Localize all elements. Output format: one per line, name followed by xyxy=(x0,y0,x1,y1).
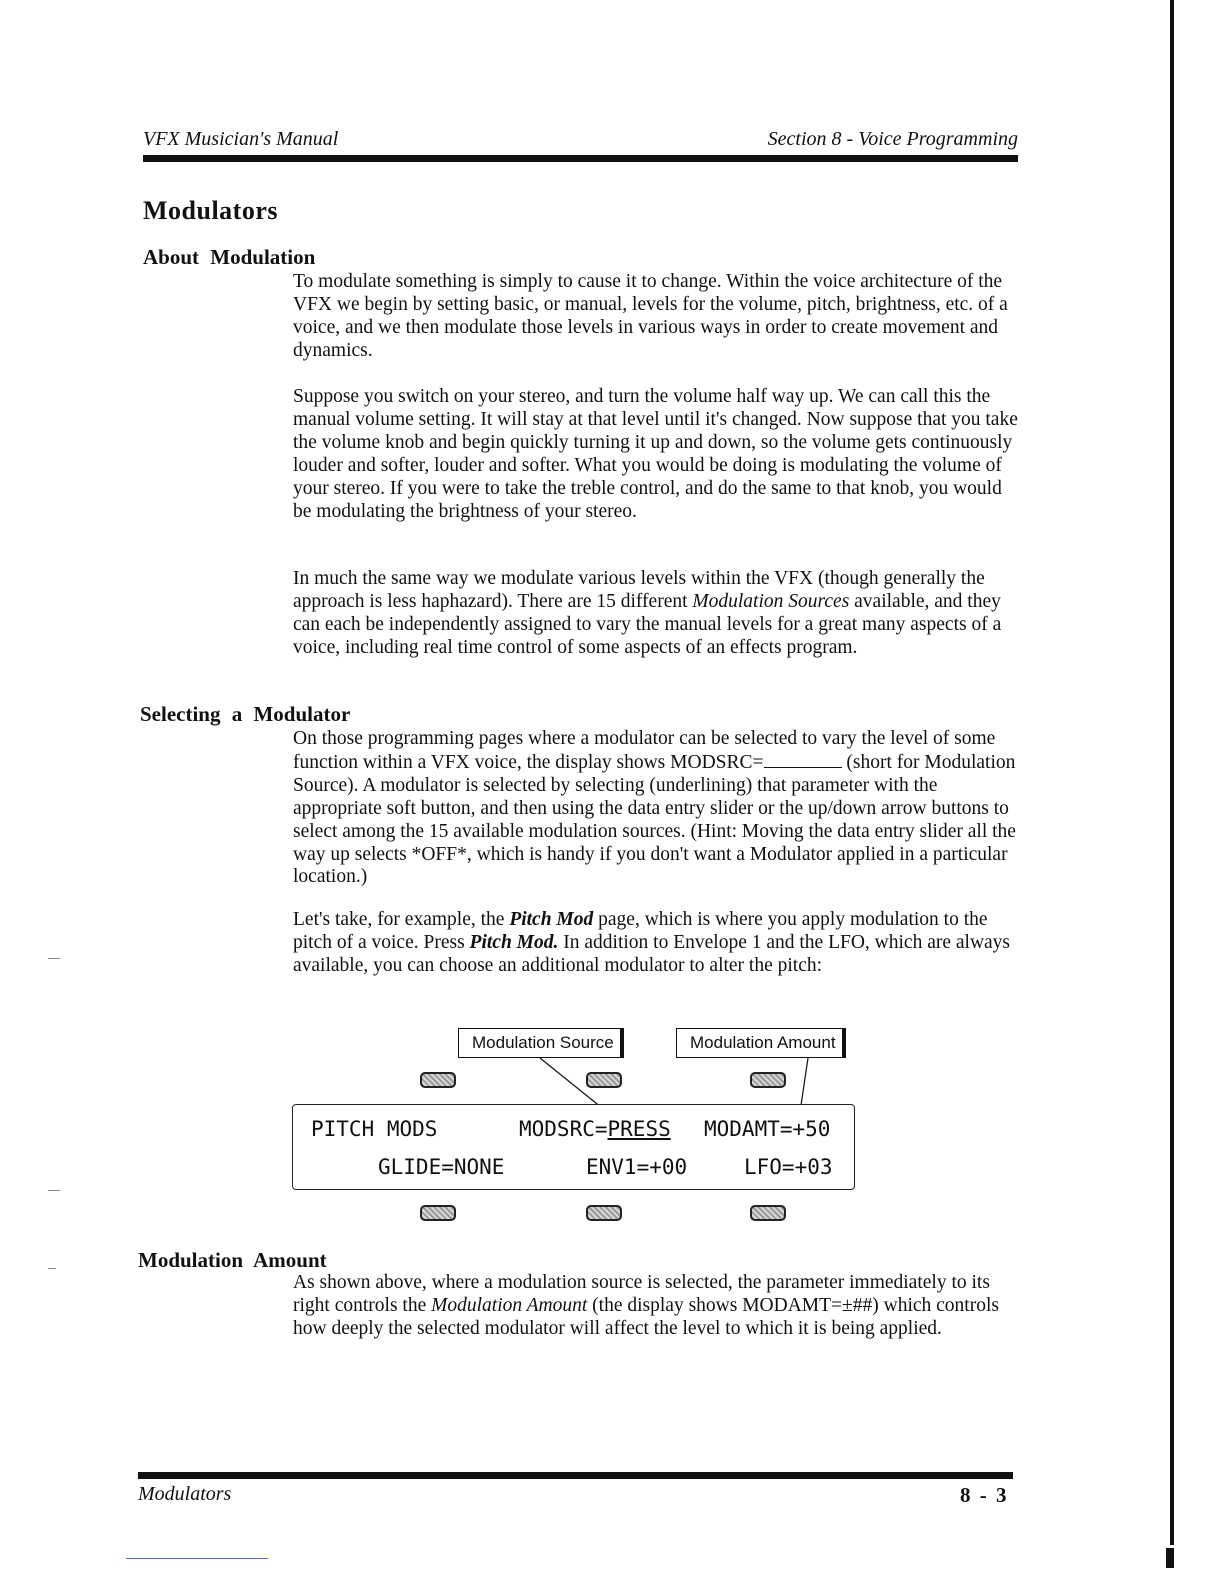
soft-button-bottom-3[interactable] xyxy=(750,1205,786,1221)
paragraph-amount-1: As shown above, where a modulation source is selected, the parameter immediately to its right controls the Modulation Amount (the display shows MODAMT=±##) which controls how deeply the selected modulator will affect the level to which it is being applied. xyxy=(293,1272,999,1339)
lcd-pitch-mods: PITCH MODS xyxy=(311,1117,438,1141)
callout-modulation-amount: Modulation Amount xyxy=(676,1028,846,1058)
header-manual-title: VFX Musician's Manual xyxy=(143,128,339,150)
page-title: Modulators xyxy=(143,196,278,225)
callout-modulation-source: Modulation Source xyxy=(458,1028,624,1058)
paragraph-selecting-1: On those programming pages where a modulator can be selected to vary the level of some function within a VFX voice, the display shows MODSRC= (short for Modulation Source). A modulator is selected by selecting (underlining) that parameter with the appropriate soft button, and then using the data entry slider or the up/down arrow buttons to select among the 15 available modulation sources. (Hint: Moving the data entry slider all the way up selects *OFF*, which is handy if you don't want a Modulator applied in a particular location.) xyxy=(293,728,1016,888)
soft-button-top-2[interactable] xyxy=(586,1072,622,1088)
heading-selecting-modulator: Selecting a Modulator xyxy=(140,702,351,726)
page-number: 8 - 3 xyxy=(960,1483,1007,1507)
heading-modulation-amount: Modulation Amount xyxy=(138,1248,327,1272)
lcd-modsrc: MODSRC=PRESS xyxy=(519,1117,671,1141)
paragraph-about-1: To modulate something is simply to cause it to change. Within the voice architecture of the VFX we begin by setting basic, or manual, levels for the volume, pitch, brightness, etc. of a voice, and we then modulate those levels in various ways in order to create movement and dynamics. xyxy=(293,271,1008,361)
paragraph-about-3: In much the same way we modulate various levels within the VFX (though generally the approach is less haphazard). There are 15 different Modulation Sources available, and they can each be independently assigned to vary the manual levels for a great many aspects of a voice, including real time control of some aspects of an effects program. xyxy=(293,568,1002,658)
footer-section-name: Modulators xyxy=(138,1483,232,1505)
lcd-modamt: MODAMT=+50 xyxy=(704,1117,831,1141)
lcd-modsrc-value: PRESS xyxy=(607,1117,671,1141)
header-section-title: Section 8 - Voice Programming xyxy=(767,128,1018,150)
soft-button-top-3[interactable] xyxy=(750,1072,786,1088)
lcd-glide: GLIDE=NONE xyxy=(378,1155,505,1179)
paragraph-about-2: Suppose you switch on your stereo, and turn the volume half way up. We can call this the manual volume setting. It will stay at that level until it's changed. Now suppose that you take the volume knob and begin quickly turning it up and down, so the volume gets continuously louder and softer, louder and softer. What you would be doing is modulating the volume of your stereo. If you were to take the treble control, and do the same to that knob, you would be modulating the brightness of your stereo. xyxy=(293,386,1018,522)
heading-about-modulation: About Modulation xyxy=(143,245,316,269)
lcd-lfo: LFO=+03 xyxy=(744,1155,833,1179)
soft-button-bottom-2[interactable] xyxy=(586,1205,622,1221)
soft-button-top-1[interactable] xyxy=(420,1072,456,1088)
soft-button-bottom-1[interactable] xyxy=(420,1205,456,1221)
lcd-env1: ENV1=+00 xyxy=(586,1155,688,1179)
footer-rule xyxy=(138,1472,1013,1479)
footer-link-underline xyxy=(126,1558,268,1559)
paragraph-selecting-2: Let's take, for example, the Pitch Mod page, which is where you apply modulation to the pitch of a voice. Press Pitch Mod. In addition to Envelope 1 and the LFO, which are always available, you can choose an additional modulator to alter the pitch: xyxy=(293,909,1011,976)
